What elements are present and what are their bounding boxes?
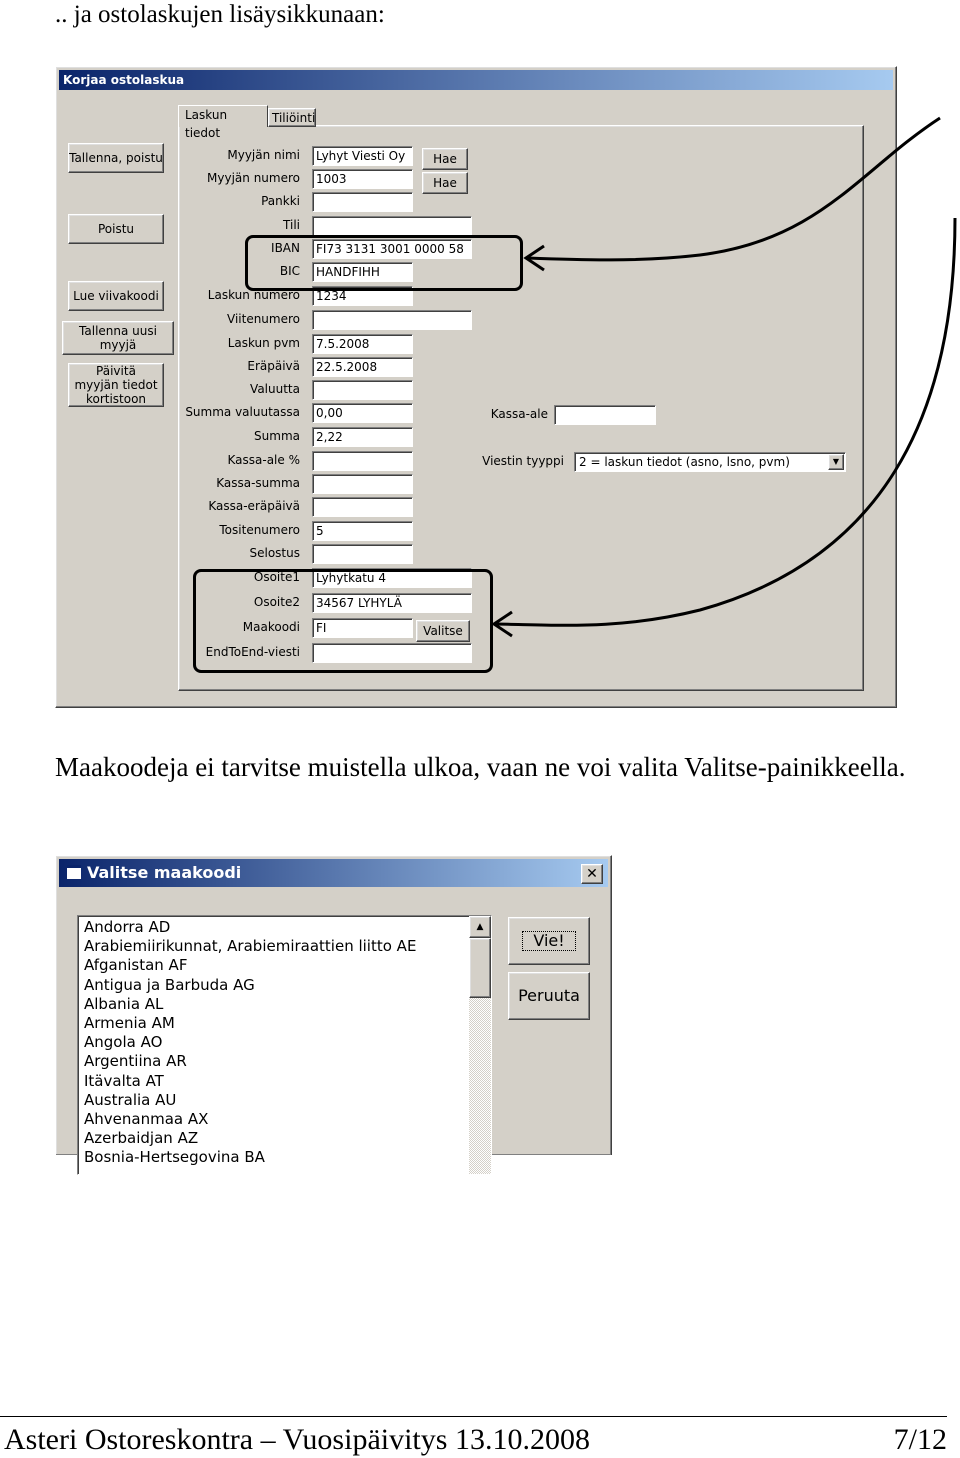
field-label: Selostus (249, 546, 300, 560)
field-input[interactable]: Lyhyt Viesti Oy (312, 146, 413, 166)
field-label: Myyjän numero (207, 171, 300, 185)
list-item[interactable]: Azerbaidjan AZ (84, 1129, 199, 1148)
country-dialog (55, 855, 612, 1167)
viestin-tyyppi-label: Viestin tyyppi (482, 454, 564, 468)
chevron-down-icon[interactable]: ▼ (828, 454, 844, 470)
dialog-title: Valitse maakoodi (87, 863, 242, 882)
list-item[interactable]: Afganistan AF (84, 956, 188, 975)
country-list[interactable] (77, 915, 492, 1175)
hae-number-button[interactable]: Hae (422, 172, 468, 194)
close-icon[interactable]: ✕ (581, 864, 603, 884)
field-input[interactable]: FI73 3131 3001 0000 58 (312, 239, 472, 259)
tab-laskun-tiedot[interactable]: Laskun tiedot (178, 105, 268, 127)
arrow-to-iban (528, 118, 940, 260)
field-label: Laskun pvm (227, 336, 300, 350)
field-input[interactable]: Lyhytkatu 4 (312, 568, 472, 588)
list-item[interactable]: Ahvenanmaa AX (84, 1110, 209, 1128)
valitse-button[interactable]: Valitse (416, 620, 470, 642)
list-item[interactable]: Bosnia-Hertsegovina BA (84, 1148, 265, 1167)
field-label: Laskun numero (207, 288, 300, 302)
field-label: Kassa-eräpäivä (208, 499, 300, 513)
hae-name-button[interactable]: Hae (422, 148, 468, 170)
page-number: 7/12 (893, 1423, 947, 1456)
footer-rule (0, 1416, 947, 1417)
save-new-seller-button[interactable]: Tallenna uusi myyjä (62, 321, 174, 355)
field-input[interactable]: FI (312, 618, 413, 638)
read-barcode-button[interactable]: Lue viivakoodi (68, 281, 164, 311)
update-seller-button[interactable]: Päivitä myyjän tiedot kortistoon (68, 363, 164, 407)
explanation-paragraph: Maakoodeja ei tarvitse muistella ulkoa, vaan ne voi valita Valitse-painikkeella. (55, 752, 906, 782)
field-label: Myyjän nimi (227, 148, 300, 162)
footer-title: Asteri Ostoreskontra – Vuosipäivitys 13.10.2008 (4, 1423, 590, 1456)
field-label: Summa (254, 429, 300, 443)
field-label: Kassa-ale % (227, 453, 300, 467)
field-input[interactable]: 34567 LYHYLÄ (312, 593, 472, 613)
field-label: IBAN (271, 241, 300, 255)
field-label: Tositenumero (219, 523, 300, 537)
page-heading: .. ja ostolaskujen lisäysikkunaan: (55, 1, 385, 28)
field-input[interactable]: 22.5.2008 (312, 357, 413, 377)
field-label: BIC (279, 264, 300, 278)
scrollbar[interactable] (469, 916, 491, 1174)
window-icon (67, 865, 81, 879)
field-label: Osoite1 (253, 570, 300, 584)
scroll-up-button[interactable]: ▲ (469, 916, 491, 938)
list-item[interactable]: Itävalta AT (84, 1071, 164, 1090)
field-label: Viitenumero (227, 312, 300, 326)
field-input[interactable]: 7.5.2008 (312, 334, 413, 354)
kassa-ale-label: Kassa-ale (490, 407, 548, 421)
ok-button[interactable] (508, 917, 590, 965)
field-label: EndToEnd-viesti (205, 645, 300, 659)
scroll-thumb[interactable] (469, 938, 491, 998)
exit-button[interactable]: Poistu (68, 214, 164, 244)
ok-button-label: Vie! (522, 931, 575, 951)
annotation-arrows (0, 0, 960, 720)
list-item[interactable]: Arabiemiirikunnat, Arabiemiraattien liitto AE (84, 937, 417, 956)
list-item[interactable]: Antigua ja Barbuda AG (84, 975, 255, 994)
field-label: Maakoodi (242, 620, 300, 634)
invoice-window-titlebar: Korjaa ostolaskua (59, 70, 893, 90)
list-item[interactable]: Angola AO (84, 1033, 163, 1052)
field-input[interactable]: 1234 (312, 286, 413, 306)
field-input[interactable]: HANDFIHH (312, 262, 413, 282)
tab-tilioinnti[interactable]: Tiliöinti (268, 108, 316, 127)
field-input[interactable]: 5 (312, 521, 413, 541)
field-label: Osoite2 (253, 595, 300, 609)
list-item[interactable]: Albania AL (84, 994, 164, 1013)
cancel-button[interactable]: Peruuta (508, 972, 590, 1020)
field-input[interactable]: 0,00 (312, 403, 413, 423)
field-label: Kassa-summa (216, 476, 300, 490)
field-label: Eräpäivä (247, 359, 300, 373)
list-item[interactable]: Argentiina AR (84, 1052, 187, 1071)
field-input[interactable]: 2,22 (312, 427, 413, 447)
field-label: Pankki (261, 194, 300, 208)
viestin-tyyppi-value: 2 = laskun tiedot (asno, lsno, pvm) (579, 455, 790, 469)
list-item[interactable]: Australia AU (84, 1090, 177, 1109)
field-label: Tili (283, 218, 300, 232)
country-dialog-titlebar (59, 859, 608, 887)
list-item[interactable]: Armenia AM (84, 1014, 175, 1032)
field-label: Summa valuutassa (185, 405, 300, 419)
list-item[interactable]: Andorra AD (84, 918, 171, 936)
save-exit-button[interactable]: Tallenna, poistu (68, 143, 164, 173)
arrow-to-address (496, 218, 955, 625)
field-label: Valuutta (250, 382, 300, 396)
field-input[interactable]: 1003 (312, 169, 413, 189)
